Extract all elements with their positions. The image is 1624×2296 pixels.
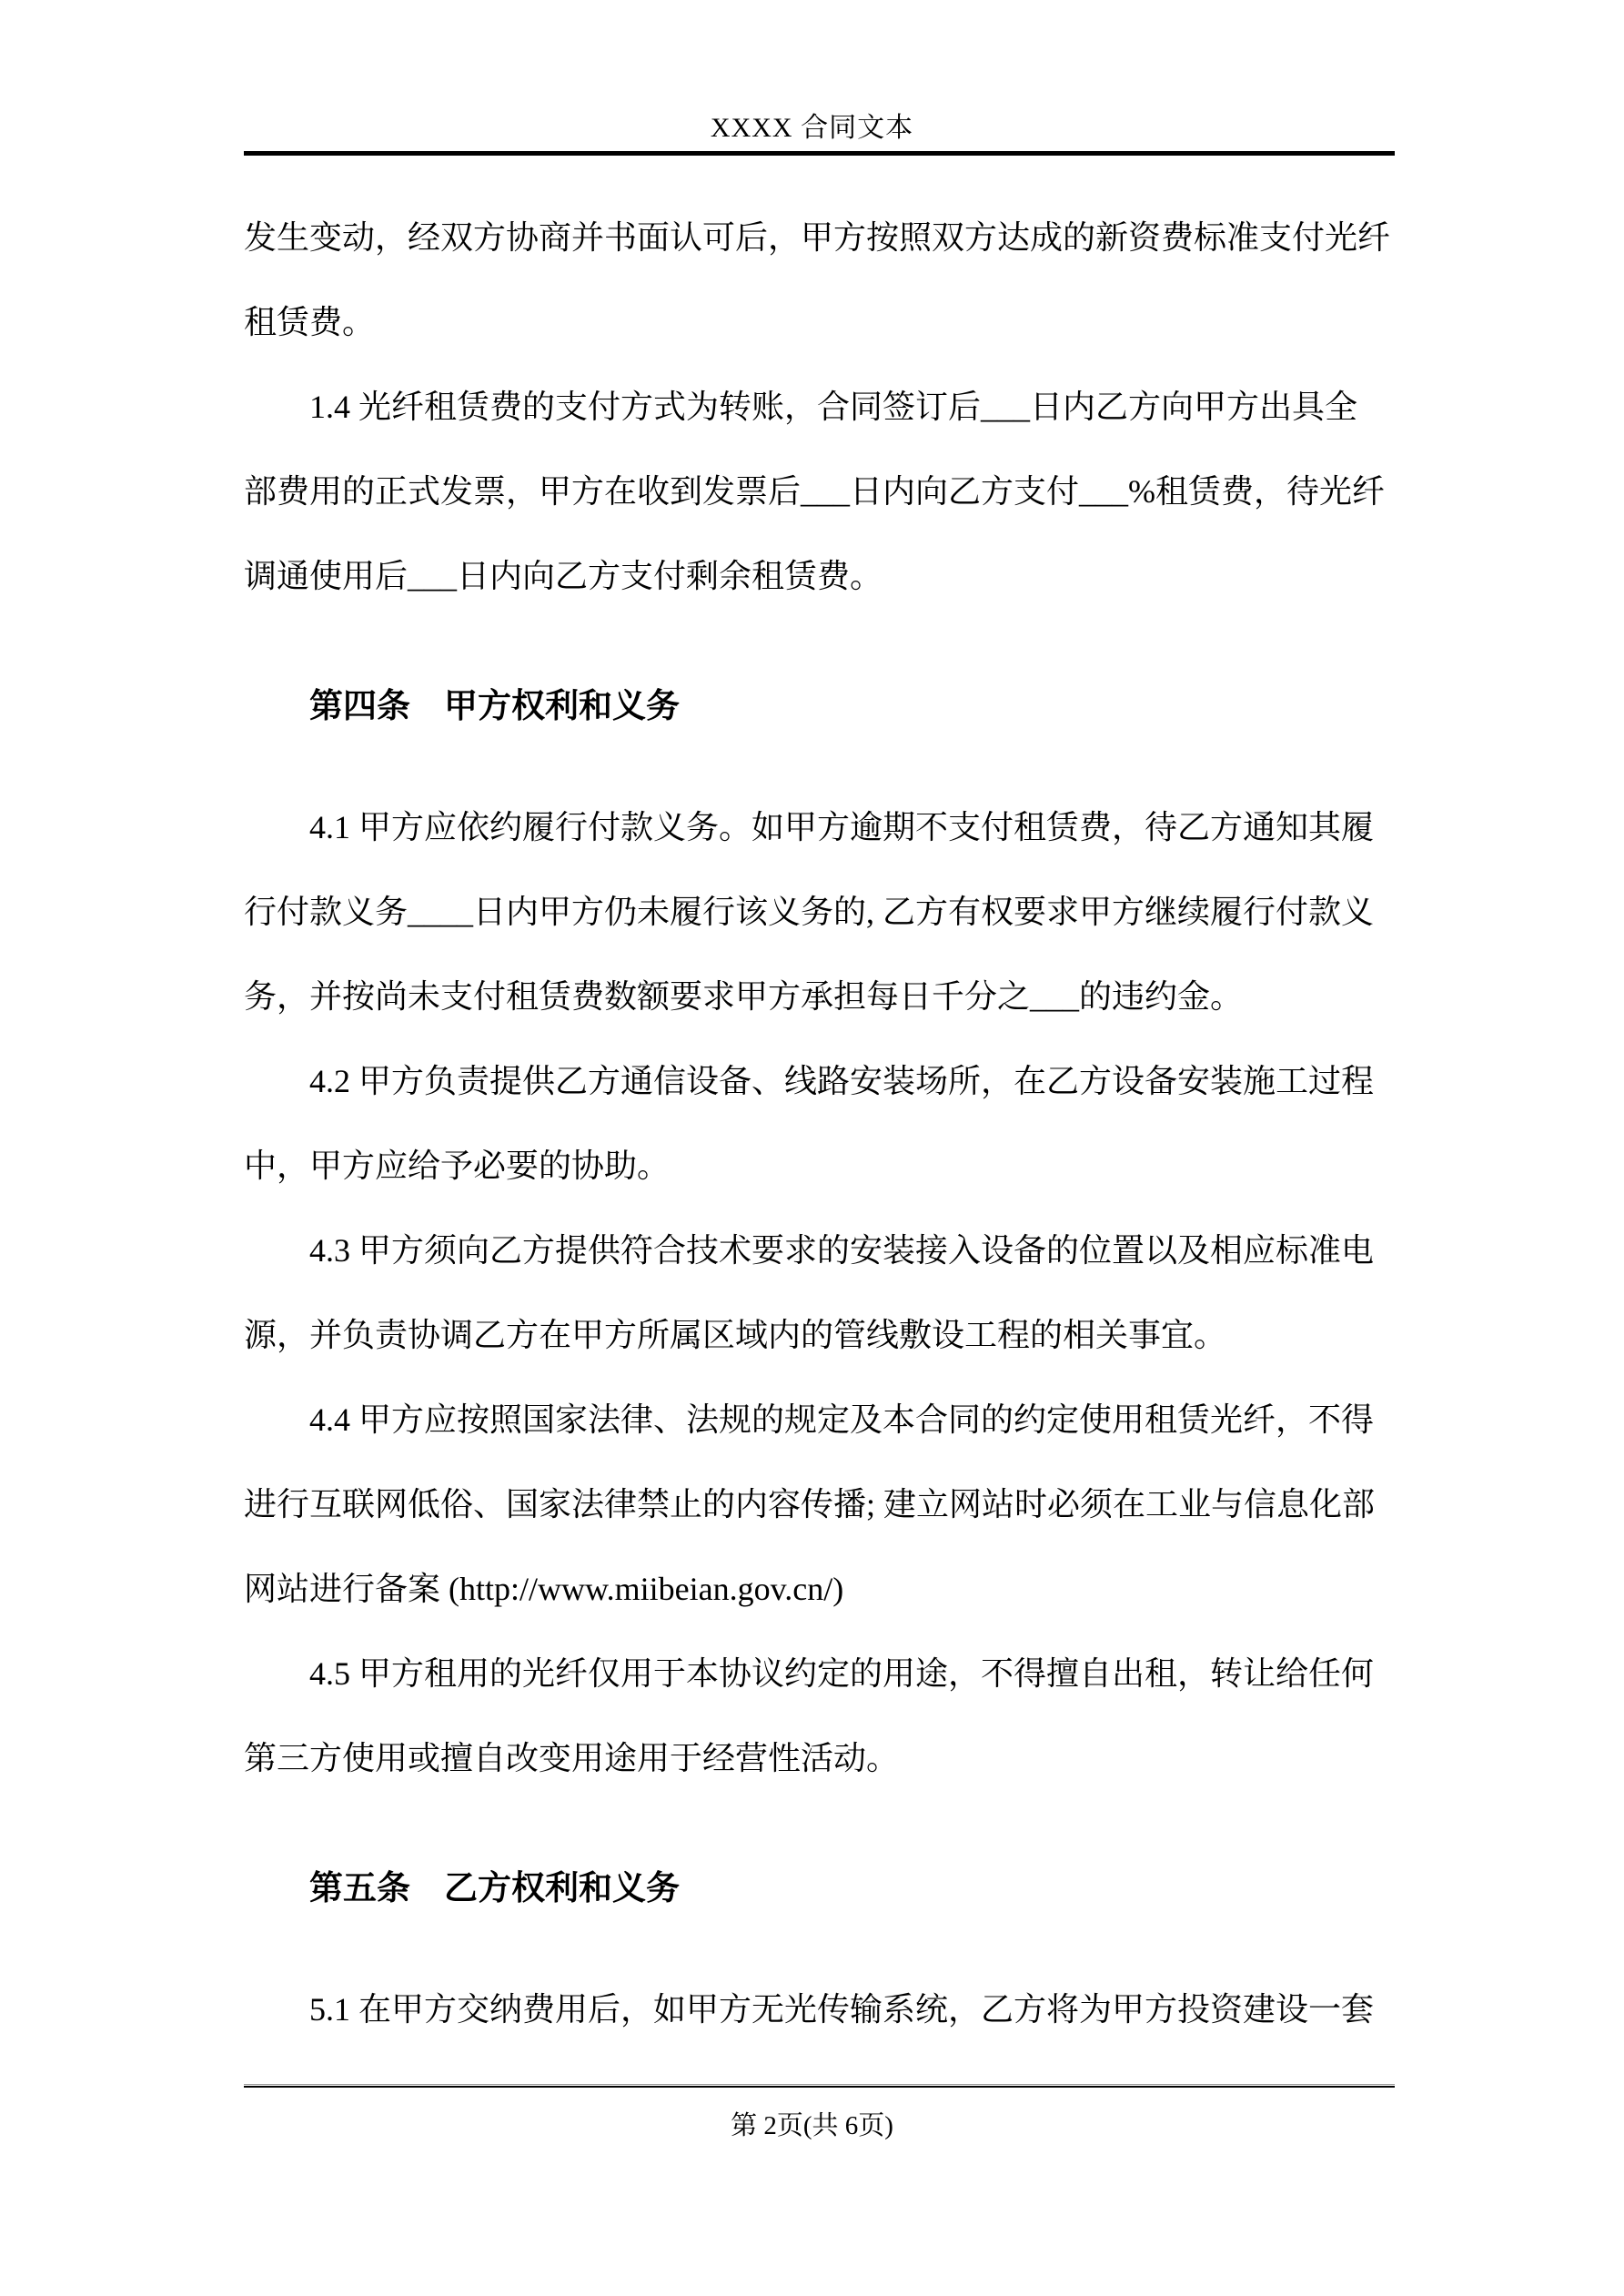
page-number-label: 第 2页(共 6页) xyxy=(731,2111,893,2140)
section-heading xyxy=(244,664,1395,749)
paragraph xyxy=(244,1967,1395,2052)
header-divider xyxy=(244,151,1395,156)
text-line: 务，并按尚未支付租赁费数额要求甲方承担每日千分之___的违约金。 xyxy=(244,978,1244,1015)
text-line: 中，甲方应给予必要的协助。 xyxy=(244,1148,671,1184)
text-line: 4.3 甲方须向乙方提供符合技术要求的安装接入设备的位置以及相应标准电 xyxy=(309,1232,1375,1269)
paragraph xyxy=(244,1632,1395,1801)
paragraph xyxy=(244,785,1395,1039)
document-body xyxy=(244,196,1395,2052)
text-line: 进行互联网低俗、国家法律禁止的内容传播; 建立网站时必须在工业与信息化部 xyxy=(244,1486,1376,1522)
text-line: 4.1 甲方应依约履行付款义务。如甲方逾期不支付租赁费，待乙方通知其履 xyxy=(309,809,1375,845)
section-heading xyxy=(244,1846,1395,1931)
paragraph xyxy=(244,1378,1395,1632)
paragraph xyxy=(244,1209,1395,1378)
text-line: 第四条 甲方权利和义务 xyxy=(309,688,680,725)
text-line: 4.4 甲方应按照国家法律、法规的规定及本合同的约定使用租赁光纤，不得 xyxy=(309,1401,1375,1438)
text-line: 调通使用后___日内向乙方支付剩余租赁费。 xyxy=(244,558,883,594)
text-line: 4.5 甲方租用的光纤仅用于本协议约定的用途，不得擅自出租，转让给任何 xyxy=(309,1655,1375,1692)
text-line: 发生变动，经双方协商并书面认可后，甲方按照双方达成的新资费标准支付光纤 xyxy=(244,219,1391,256)
paragraph xyxy=(244,196,1395,365)
text-line: 5.1 在甲方交纳费用后，如甲方无光传输系统，乙方将为甲方投资建设一套 xyxy=(309,1991,1375,2028)
paragraph xyxy=(244,365,1395,619)
text-line: 源，并负责协调乙方在甲方所属区域内的管线敷设工程的相关事宜。 xyxy=(244,1317,1227,1353)
text-line: 第三方使用或擅自改变用途用于经营性活动。 xyxy=(244,1740,900,1776)
page-header-title: XXXX 合同文本 xyxy=(710,113,914,143)
text-line: 部费用的正式发票，甲方在收到发票后___日内向乙方支付___%租赁费，待光纤 xyxy=(244,473,1385,510)
text-line: 行付款义务____日内甲方仍未履行该义务的, 乙方有权要求甲方继续履行付款义 xyxy=(244,894,1375,930)
text-line: 第五条 乙方权利和义务 xyxy=(309,1870,680,1907)
text-line: 网站进行备案 (http://www.miibeian.gov.cn/) xyxy=(244,1571,844,1607)
text-line: 4.2 甲方负责提供乙方通信设备、线路安装场所，在乙方设备安装施工过程 xyxy=(309,1063,1375,1099)
paragraph xyxy=(244,1039,1395,1209)
text-line: 租赁费。 xyxy=(244,304,376,340)
footer-divider xyxy=(244,2084,1395,2089)
text-line: 1.4 光纤租赁费的支付方式为转账，合同签订后___日内乙方向甲方出具全 xyxy=(309,389,1358,425)
